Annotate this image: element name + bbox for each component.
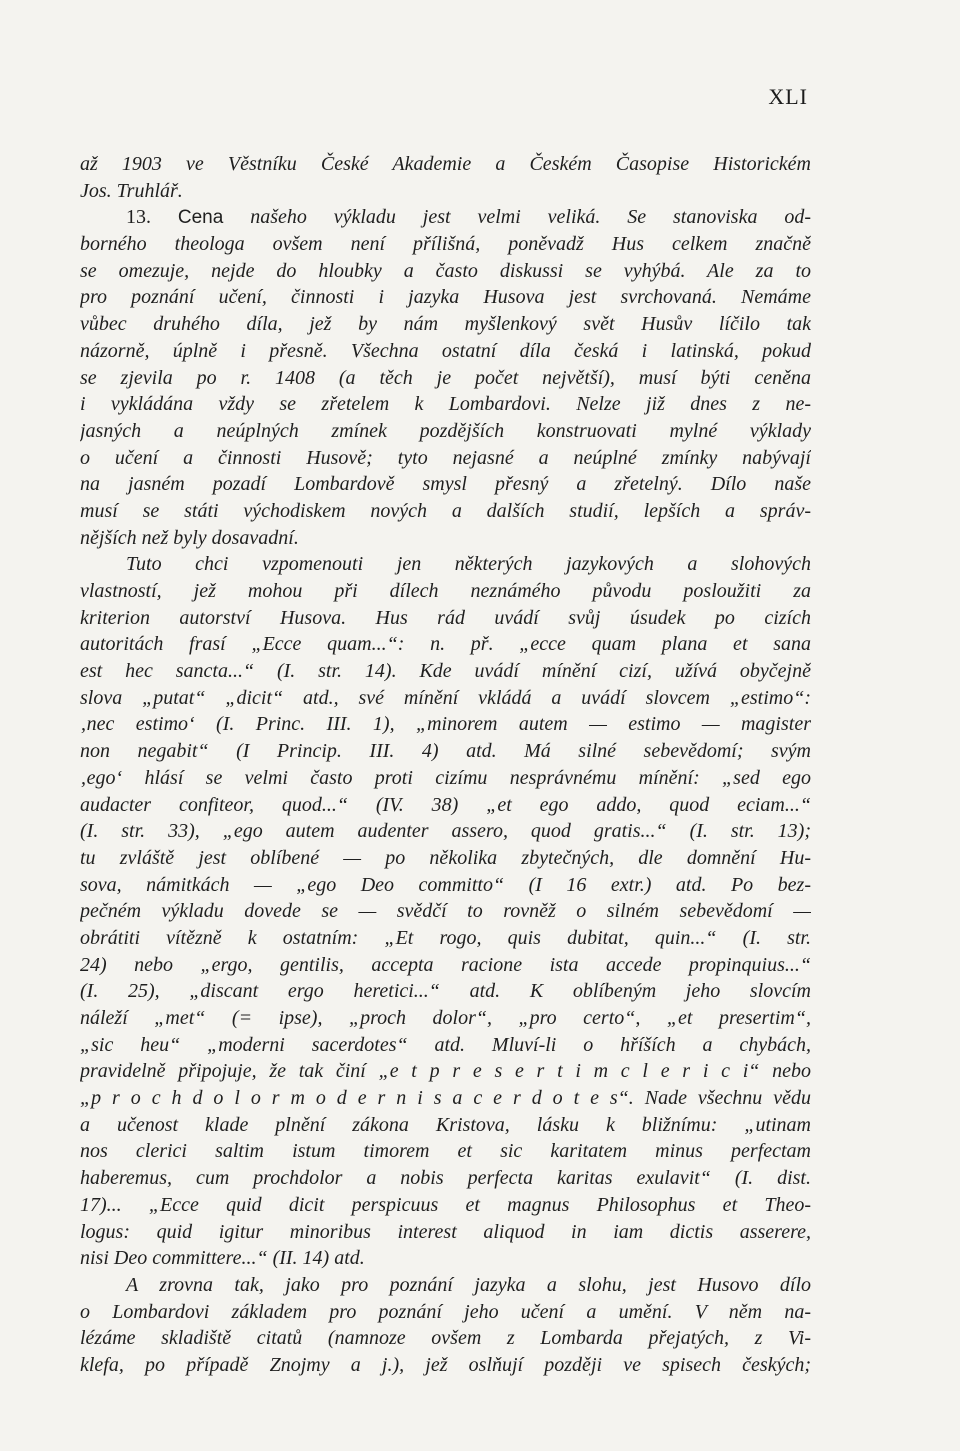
line-text: i vykládána vždy se zřetelem k Lombardovi. Nelze již dnes z ne- — [80, 393, 811, 416]
text-line — [80, 792, 811, 819]
line-text: ‚ego‘ hlásí se velmi často proti cizímu nesprávnému mínění: „sed ego — [80, 766, 811, 789]
line-text: est hec sancta...“ (I. str. 14). Kde uvádí mínění cizí, užívá obyčejně — [80, 660, 811, 683]
text-line — [80, 685, 811, 712]
line-text: se zjevila po r. 1408 (a těch je počet největší), musí býti ceněna — [80, 366, 811, 389]
section-number: 13. — [126, 206, 178, 229]
text-line — [80, 952, 811, 979]
line-text: kriterion autorství Husova. Hus rád uvádí svůj úsudek po cizích — [80, 606, 811, 629]
line-text: haberemus, cum prochdolor a nobis perfecta karitas exulavit“ (I. dist. — [80, 1167, 811, 1190]
text-line — [80, 738, 811, 765]
line-text: vlastností, jež mohou při dílech neznámého původu posloužiti za — [80, 580, 811, 602]
text-line — [80, 1352, 811, 1379]
text-line — [80, 311, 811, 338]
text-line — [80, 231, 811, 258]
line-text: o učení a činnosti Husově; tyto nejasné a neúplné zmínky nabývají — [80, 446, 811, 469]
line-text: jasných a neúplných zmínek pozdějších konstruovati mylné výklady — [80, 419, 811, 442]
text-line — [80, 658, 811, 685]
line-text: pro poznání učení, činnosti i jazyka Husova jest svrchovaná. Nemáme — [80, 286, 811, 309]
text-line — [80, 711, 811, 738]
line-text: nějších než byly dosavadní. — [80, 526, 299, 549]
line-text: názorně, úplně i přesně. Všechna ostatní díla česká i latinská, pokud — [80, 339, 811, 362]
text-line — [80, 1112, 811, 1139]
text-line — [80, 178, 811, 205]
text-line — [80, 578, 811, 605]
line-text: tu zvláště jest oblíbené — po několika zbytečných, dle domnění Hu- — [80, 846, 811, 869]
text-line — [80, 631, 811, 658]
text-line — [80, 1138, 811, 1165]
line-text: lézáme skladiště citatů (namnoze ovšem z Lombarda přejatých, z Vi- — [80, 1327, 811, 1350]
line-text: slova „putat“ „dicit“ atd., své mínění vkládá a uvádí slovcem „estimo“: — [80, 686, 811, 709]
line-text: pečném výkladu dovede se — svědčí to rovněž o silném sebevědomí — — [80, 900, 811, 923]
line-text: náleží „met“ (= ipse), „proch dolor“, „pro certo“, „et presertim“, — [80, 1007, 811, 1029]
line-text: audacter confiteor, quod...“ (IV. 38) „et ego addo, quod eciam...“ — [80, 793, 811, 816]
line-text: a učenost klade plnění zákona Kristova, lásku k bližnímu: „utinam — [80, 1113, 811, 1136]
text-line — [80, 1032, 811, 1059]
text-line — [80, 872, 811, 899]
line-text: autoritách frasí „Ecce quam...“: n. př. „ecce quam plana et sana — [80, 633, 811, 656]
text-line — [80, 258, 811, 285]
section-keyword: Cena — [177, 207, 224, 229]
text-line — [80, 1165, 811, 1192]
text-line — [80, 1219, 811, 1246]
line-text: na jasném pozadí Lombardově smysl přesný a zřetelný. Dílo naše — [80, 473, 811, 496]
text-line — [80, 338, 811, 365]
text-line — [80, 1299, 811, 1326]
line-text: logus: quid igitur minoribus interest aliquod in iam dictis asserere, — [80, 1220, 811, 1243]
line-text: nos clerici saltim istum timorem et sic karitatem minus perfectam — [80, 1140, 811, 1163]
line-text: pravidelně připojuje, že tak činí „e t p r e s e r t i m c l e r i c i“ nebo — [80, 1060, 811, 1083]
text-line — [80, 898, 811, 925]
text-line — [80, 765, 811, 792]
line-text: nisi Deo committere...“ (II. 14) atd. — [80, 1247, 365, 1270]
line-text: Tuto chci vzpomenouti jen některých jazykových a slohových — [126, 553, 811, 576]
text-line — [80, 605, 811, 632]
text-line — [80, 498, 811, 525]
line-text: (I. 25), „discant ergo heretici...“ atd. K oblíbeným jeho slovcím — [80, 980, 811, 1003]
text-line — [80, 1005, 811, 1032]
line-text: musí se státi východiskem nových a dalších studií, lepších a správ- — [80, 499, 811, 522]
text-line — [80, 978, 811, 1005]
page-number: XLI — [768, 84, 808, 109]
text-line — [80, 925, 811, 952]
line-text: klefa, po případě Znojmy a j.), jež oslňují později ve spisech českých; — [80, 1353, 811, 1376]
text-line — [80, 845, 811, 872]
line-text: (I. str. 33), „ego autem audenter assero, quod gratis...“ (I. str. 13); — [80, 820, 811, 843]
text-line — [80, 204, 811, 231]
line-text: ‚nec estimo‘ (I. Princ. III. 1), „minorem autem — estimo — magister — [80, 713, 811, 736]
line-text: A zrovna tak, jako pro poznání jazyka a slohu, jest Husovo dílo — [126, 1273, 811, 1296]
body-text — [80, 151, 811, 1379]
text-line — [80, 1272, 811, 1299]
text-line — [80, 471, 811, 498]
text-line — [80, 1325, 811, 1352]
line-text: Jos. Truhlář. — [80, 179, 183, 202]
line-text: vůbec druhého díla, jež by nám myšlenkový svět Husův líčilo tak — [80, 313, 811, 336]
line-text: našeho výkladu jest velmi veliká. Se stanoviska od- — [223, 206, 811, 229]
line-text: borného theologa ovšem není přílišná, poněvadž Hus celkem značně — [80, 233, 811, 256]
line-text: obrátiti vítězně k ostatním: „Et rogo, quis dubitat, quin...“ (I. str. — [80, 926, 811, 949]
line-text: 24) nebo „ergo, gentilis, accepta racione ista accede propinquius...“ — [80, 953, 811, 976]
line-text: o Lombardovi základem pro poznání jeho učení a umění. V něm na- — [80, 1300, 811, 1323]
text-line — [80, 284, 811, 311]
text-line — [80, 1245, 811, 1272]
text-line — [80, 391, 811, 418]
text-line — [80, 418, 811, 445]
text-line — [80, 1058, 811, 1085]
line-text: „p r o c h d o l o r m o d e r n i s a c e r d o t e s“. Nade všechnu vědu — [80, 1087, 811, 1110]
line-text: „sic heu“ „moderni sacerdotes“ atd. Mluví-li o hříších a chybách, — [80, 1033, 811, 1056]
line-text: 17)... „Ecce quid dicit perspicuus et magnus Philosophus et Theo- — [80, 1193, 811, 1216]
text-line — [80, 365, 811, 392]
text-line — [80, 818, 811, 845]
text-line — [80, 1192, 811, 1219]
text-line — [80, 1085, 811, 1112]
line-text: non negabit“ (I Princip. III. 4) atd. Má silné sebevědomí; svým — [80, 740, 811, 763]
line-text: se omezuje, nejde do hloubky a často diskussi se vyhýbá. Ale za to — [80, 259, 811, 282]
text-line — [80, 445, 811, 472]
text-line — [80, 525, 811, 552]
text-line — [80, 551, 811, 578]
line-text: až 1903 ve Věstníku České Akademie a Českém Časopise Historickém — [80, 153, 811, 175]
line-text: sova, námitkách — „ego Deo committo“ (I 16 extr.) atd. Po bez- — [80, 873, 811, 896]
text-line — [80, 151, 811, 178]
